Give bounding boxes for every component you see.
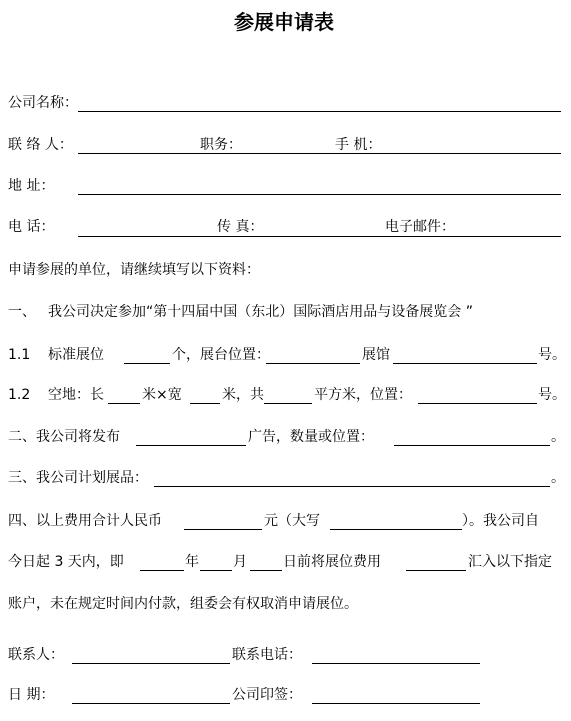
contact-person-field[interactable] [72,663,230,664]
company-seal-label: 公司印签： [232,687,302,703]
item1-2-e: 号。 [538,387,566,403]
contact-label: 联 络 人： [8,137,73,153]
length-field[interactable] [108,403,140,404]
company-seal-field[interactable] [312,703,480,704]
month-field[interactable] [200,570,232,571]
space-location-field[interactable] [418,403,537,404]
item1-2-a: 空地：长 [48,387,104,403]
item1-1-c: 展馆 [362,347,390,363]
item4-l2-a: 今日起 3 天内，即 [8,554,124,570]
item2-end: 。 [551,429,565,445]
item4-l3: 账户，未在规定时间内付款，组委会有权取消申请展位。 [8,596,358,612]
item3-end: 。 [551,470,565,486]
date-field[interactable] [72,703,230,704]
contact-person-label: 联系人： [8,647,64,663]
item1-1-d: 号。 [538,347,566,363]
item4-l2-b: 年 [185,554,199,570]
item4-c: ）。我公司自 [462,513,539,529]
contact-position-mobile-field[interactable] [78,153,561,154]
company-name-field[interactable] [78,111,561,112]
item1-2-c: 米，共 [222,387,264,403]
form-title: 参展申请表 [234,10,334,34]
contact-phone-label: 联系电话： [232,647,302,663]
year-field[interactable] [140,570,184,571]
day-field[interactable] [250,570,282,571]
contact-phone-field[interactable] [312,663,480,664]
address-field[interactable] [78,194,561,195]
phone-fax-email-field[interactable] [78,236,561,237]
item3-a: 三、我公司计划展品： [8,470,148,486]
item4-a: 四、以上费用合计人民币 [8,513,162,529]
item1-1-b: 个，展台位置： [172,347,270,363]
fax-label: 传 真： [217,219,264,235]
amount-in-words-field[interactable] [330,529,462,530]
intro-text: 申请参展的单位，请继续填写以下资料： [8,262,260,278]
exhibits-field[interactable] [154,486,550,487]
booth-count-field[interactable] [124,363,170,364]
hall-field[interactable] [266,363,360,364]
mobile-label: 手 机： [335,137,382,153]
total-amount-field[interactable] [184,529,262,530]
area-field[interactable] [264,403,312,404]
ad-field[interactable] [136,445,246,446]
ad-quantity-field[interactable] [394,445,550,446]
item1-2-d: 平方米，位置： [314,387,412,403]
item1-1-number: 1.1 [8,347,31,363]
width-field[interactable] [190,403,220,404]
item4-l2-d: 日前将展位费用 [283,554,381,570]
item1-text: 我公司决定参加“第十四届中国（东北）国际酒店用品与设备展览会 ” [48,304,473,320]
item2-b: 广告，数量或位置： [248,429,374,445]
item4-b: 元（大写 [264,513,320,529]
booth-number-field[interactable] [393,363,537,364]
position-label: 职务： [200,137,242,153]
item1-1-a: 标准展位 [48,347,104,363]
date-label: 日 期： [8,687,55,703]
email-label: 电子邮件： [385,219,455,235]
company-name-label: 公司名称： [8,95,78,111]
item1-2-number: 1.2 [8,387,31,403]
payment-field[interactable] [406,570,466,571]
item4-l2-c: 月 [233,554,247,570]
item1-prefix: 一、 [8,304,36,320]
item4-l2-e: 汇入以下指定 [468,554,552,570]
item1-2-b: 米×宽 [142,387,182,403]
address-label: 地 址： [8,178,55,194]
item2-a: 二、我公司将发布 [8,429,120,445]
phone-label: 电 话： [8,219,55,235]
